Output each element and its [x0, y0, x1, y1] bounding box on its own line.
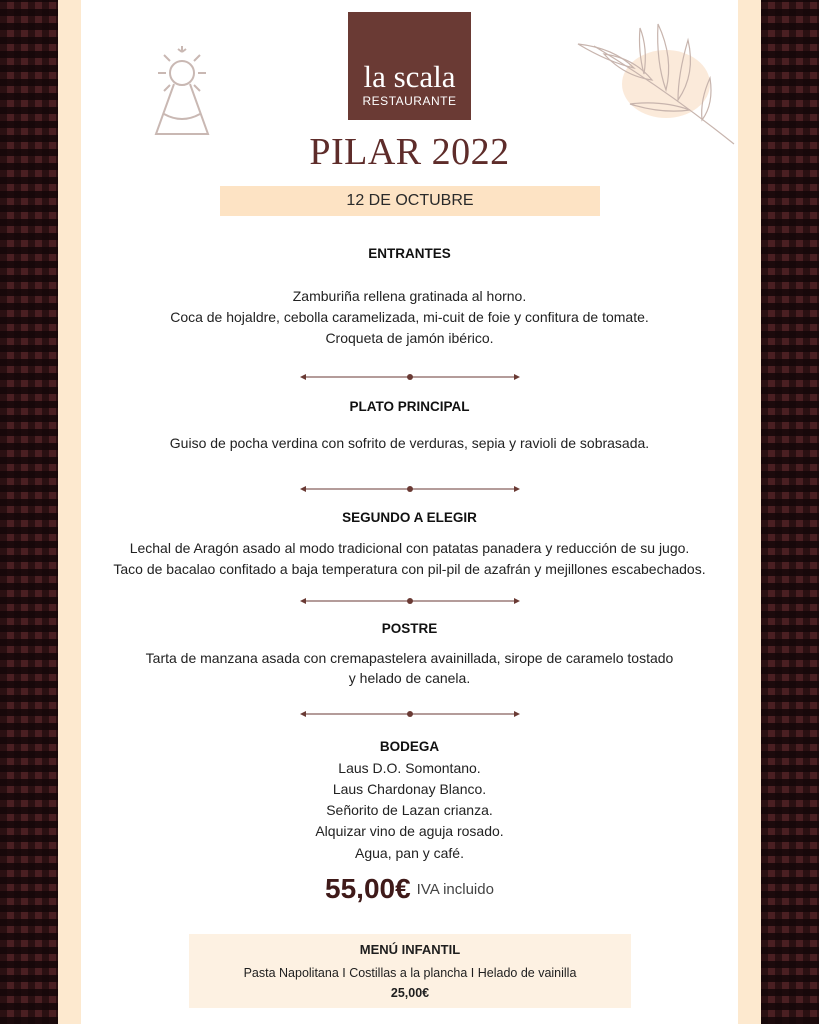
section-heading-segundo: SEGUNDO A ELEGIR	[342, 510, 477, 525]
menu-item: Taco de bacalao confitado a baja temperatura con pil-pil de azafrán y mejillones escabechados.	[113, 561, 706, 577]
wine-item: Laus Chardonay Blanco.	[332, 781, 487, 797]
wine-item: Alquizar vino de aguja rosado.	[315, 823, 504, 839]
leaf-branch-icon	[574, 18, 740, 148]
section-heading-postre: POSTRE	[381, 621, 438, 636]
kids-menu-price: 25,00€	[390, 986, 430, 1000]
ornament-divider-icon	[300, 372, 520, 382]
section-heading-entrantes: ENTRANTES	[368, 246, 451, 261]
menu-item: Lechal de Aragón asado al modo tradicional con patatas panadera y reducción de su jugo.	[129, 540, 690, 556]
price-note: IVA incluido	[416, 880, 494, 898]
wine-item: Laus D.O. Somontano.	[338, 760, 481, 776]
pilar-virgin-icon	[148, 42, 216, 138]
kids-menu-items: Pasta Napolitana I Costillas a la plancha I Helado de vainilla	[243, 966, 577, 980]
date-label: 12 DE OCTUBRE	[346, 192, 474, 209]
menu-item: y helado de canela.	[348, 670, 471, 686]
section-heading-plato-principal: PLATO PRINCIPAL	[349, 399, 470, 414]
menu-price: 55,00€	[325, 873, 411, 904]
page-title: PILAR 2022	[309, 131, 510, 173]
restaurant-logo	[348, 12, 471, 120]
logo-subtitle: RESTAURANTE	[362, 94, 457, 108]
wine-item: Agua, pan y café.	[355, 845, 464, 861]
date-band	[220, 186, 600, 216]
menu-item: Guiso de pocha verdina con sofrito de verduras, sepia y ravioli de sobrasada.	[169, 435, 650, 451]
wine-item: Señorito de Lazan crianza.	[326, 802, 493, 818]
logo-name: la scala	[363, 59, 456, 94]
kids-menu-heading: MENÚ INFANTIL	[359, 942, 461, 957]
menu-item: Zamburiña rellena gratinada al horno.	[292, 288, 527, 304]
menu-item: Tarta de manzana asada con cremapastelera avainillada, sirope de caramelo tostado	[145, 650, 674, 666]
price-row	[0, 873, 819, 905]
menu-item: Croqueta de jamón ibérico.	[325, 330, 494, 346]
ornament-divider-icon	[300, 709, 520, 719]
ornament-divider-icon	[300, 484, 520, 494]
menu-item: Coca de hojaldre, cebolla caramelizada, mi-cuit de foie y confitura de tomate.	[170, 309, 649, 325]
ornament-divider-icon	[300, 596, 520, 606]
kids-menu-box	[189, 934, 631, 1008]
section-heading-bodega: BODEGA	[379, 739, 440, 754]
